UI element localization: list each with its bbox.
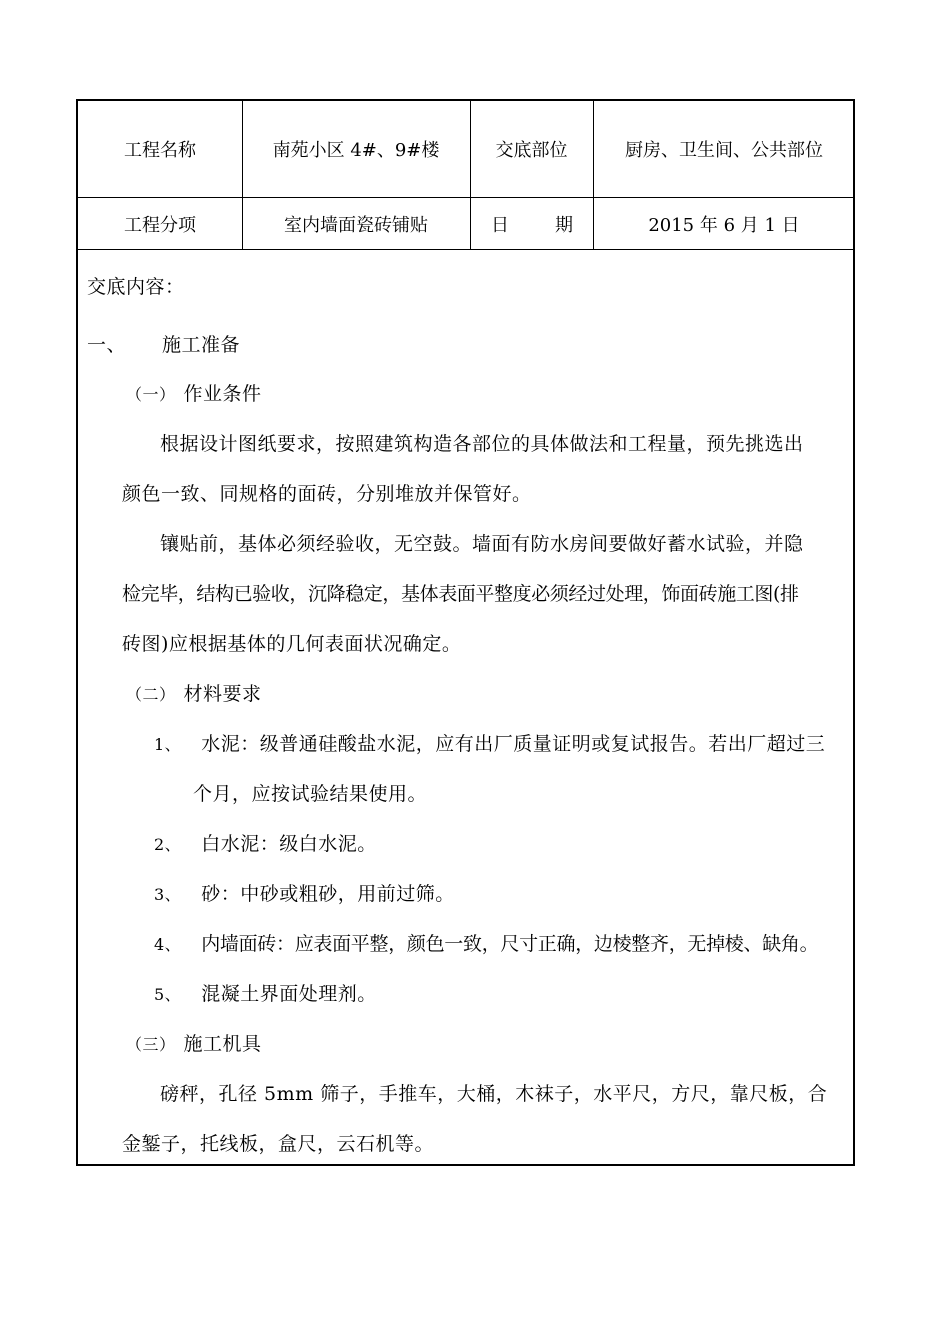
subsection-number: （二） (126, 685, 176, 704)
disclosure-form (76, 99, 855, 1166)
list-item (154, 879, 455, 906)
subsection-title: 施工机具 (183, 1033, 262, 1055)
section-title: 施工准备 (162, 334, 241, 356)
project-name-value: 南苑小区 4#、9#楼 (272, 140, 440, 161)
list-item-text: 混凝土界面处理剂。 (201, 983, 377, 1005)
section-number: 一、 (87, 334, 127, 356)
list-item (154, 729, 825, 756)
list-item-number: 4、 (154, 935, 182, 954)
date-value: 2015 年 6 月 1 日 (648, 214, 800, 236)
section-heading-1 (87, 330, 240, 357)
subsection-heading-2 (126, 679, 262, 706)
header-row-1 (78, 101, 853, 198)
date-label-char-1: 日 (491, 214, 509, 236)
subsection-title: 材料要求 (183, 683, 262, 705)
subsection-heading-1 (126, 379, 262, 406)
sub-item-label: 工程分项 (124, 214, 196, 236)
subsection-heading-3 (126, 1029, 262, 1056)
list-item-number: 2、 (154, 835, 182, 854)
list-item (154, 979, 377, 1006)
project-name-label: 工程名称 (124, 140, 196, 161)
location-value: 厨房、卫生间、公共部位 (625, 140, 823, 161)
paragraph-line: 金錾子，托线板，盒尺，云石机等。 (122, 1133, 435, 1155)
list-item (154, 829, 377, 856)
content-intro: 交底内容： (87, 276, 185, 298)
subsection-number: （三） (126, 1035, 176, 1054)
list-item-number: 3、 (154, 885, 182, 904)
header-row-2 (78, 198, 853, 250)
list-item-text: 内墙面砖：应表面平整，颜色一致，尺寸正确，边棱整齐，无掉棱、缺角。 (201, 933, 819, 955)
list-item (154, 929, 818, 956)
list-item-number: 1、 (154, 735, 182, 754)
paragraph-line: 根据设计图纸要求，按照建筑构造各部位的具体做法和工程量，预先挑选出 (160, 433, 804, 455)
paragraph-line: 检完毕，结构已验收，沉降稳定，基体表面平整度必须经过处理，饰面砖施工图(排 (122, 583, 799, 605)
location-label: 交底部位 (495, 140, 568, 161)
sub-item-value: 室内墙面瓷砖铺贴 (284, 214, 428, 236)
paragraph-line: 颜色一致、同规格的面砖，分别堆放并保管好。 (122, 483, 532, 505)
list-item-text: 水泥：级普通硅酸盐水泥，应有出厂质量证明或复试报告。若出厂超过三 (201, 733, 826, 755)
list-item-number: 5、 (154, 985, 182, 1004)
paragraph-line: 砖图)应根据基体的几何表面状况确定。 (122, 633, 462, 655)
subsection-number: （一） (126, 385, 176, 404)
date-label (470, 198, 593, 249)
list-item-continuation: 个月，应按试验结果使用。 (193, 783, 428, 805)
paragraph-line: 磅秤，孔径 5mm 筛子，手推车，大桶，木袜子，水平尺，方尺，靠尺板，合 (160, 1083, 828, 1105)
paragraph-line: 镶贴前，基体必须经验收，无空鼓。墙面有防水房间要做好蓄水试验，并隐 (160, 533, 804, 555)
list-item-text: 砂：中砂或粗砂，用前过筛。 (201, 883, 455, 905)
date-label-char-2: 期 (555, 214, 573, 236)
subsection-title: 作业条件 (183, 383, 262, 405)
list-item-text: 白水泥：级白水泥。 (201, 833, 377, 855)
